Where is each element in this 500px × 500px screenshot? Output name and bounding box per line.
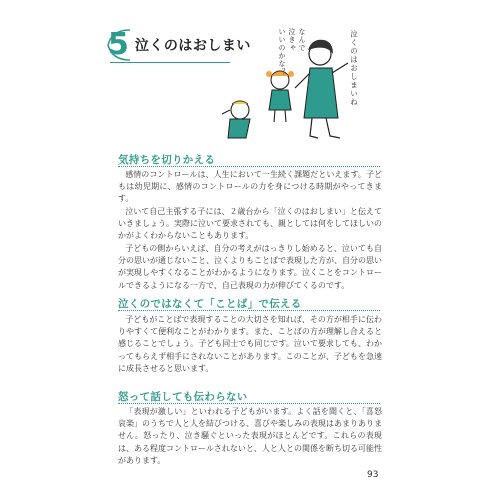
chapter-title: 泣くのはおしまい	[134, 38, 251, 54]
paragraph: 子どもがことばで表現することの大切さを知れば、その方が相手に伝わりやすくて便利なことがわかります。また、ことばの方が理解し合えると感じることでしょう。子ども同士でも同じです。泣いて要求しても、わかってもらえず相手にされないことがあります。このことが、子どもを急速に成長させると思います。	[118, 315, 382, 373]
child-figure	[266, 71, 294, 122]
page-number: 93	[367, 470, 379, 480]
section-heading: 怒って話しても伝わらない	[118, 391, 248, 403]
paragraph: 子どもの側からいえば、自分の考えがはっきりし始めると、泣いても自分の思いが通じないこと、泣くよりもことばで表現した方が、自分の思いが実現しやすくなることがわかるようになります。泣くことをコントロールできるようになる一方で、自己表現の力が伸びてくるのです。	[118, 244, 382, 290]
toddler-figure	[222, 101, 250, 138]
section-divider	[118, 310, 380, 311]
speech-text-child-3: いいのかな？	[278, 28, 286, 76]
speech-text-child-1: なんで	[298, 28, 306, 52]
chapter-number: 5	[108, 27, 129, 62]
section-divider	[118, 403, 380, 404]
section-heading: 気持ちを切りかえる	[118, 154, 216, 166]
speech-text-mother: 泣くのはおしまいね	[349, 30, 359, 107]
speech-text-child-2: 泣きゃ	[288, 28, 296, 52]
section-heading: 泣くのではなくて「ことば」で伝える	[118, 298, 302, 310]
paragraph: 感情のコントロールは、人生において一生続く課題だといえます。子どもは幼児期に、感情のコントロールの力を身につける時期がやってきます。	[118, 170, 382, 204]
mother-figure	[295, 40, 348, 138]
section-divider	[118, 166, 380, 167]
paragraph: 「表現が激しい」といわれる子どもがいます。よく話を聞くと、「喜怒哀楽」のうちで人と人を結びつける、喜びや楽しみの表現はあまりありません。怒ったり、泣き騒ぐといった表現がほとんどです。これらの表現は、ある程度コントロールされないと、人と人との関係を断ち切る可能性があります。	[118, 407, 382, 465]
paragraph: 泣いて自己主張する子には、２歳台から「泣くのはおしまい」と伝えていきましょう。実際に泣いて要求されても、親としては何をしてほしいのかがよくわからないこともあります。	[118, 207, 382, 241]
